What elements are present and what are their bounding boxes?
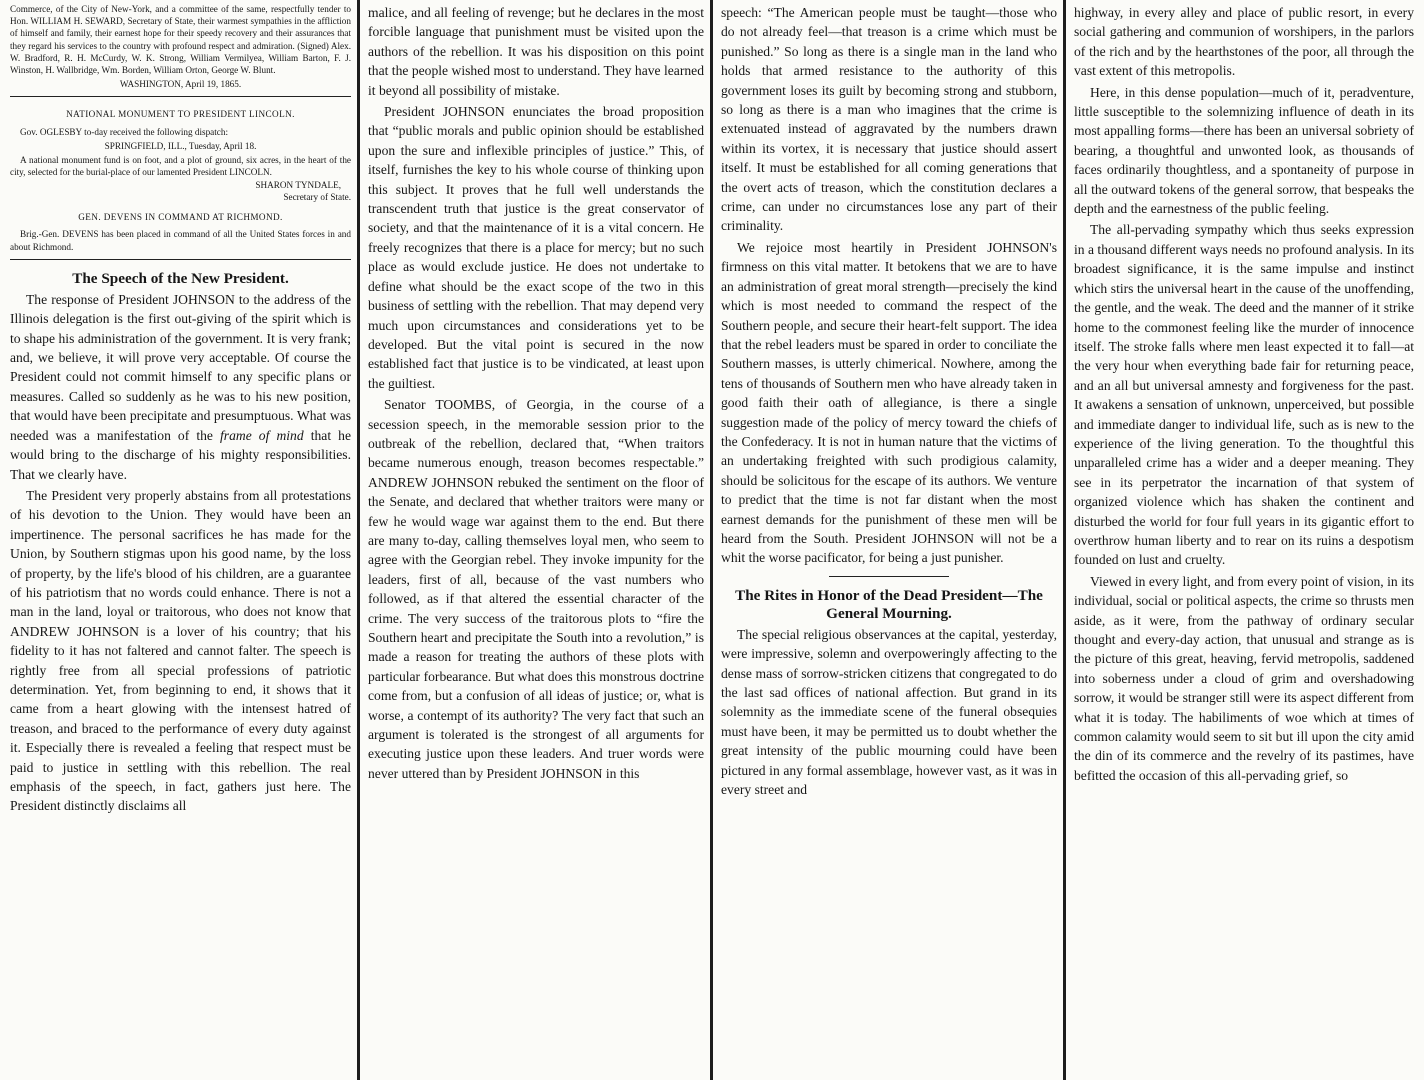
column-rule [710, 0, 713, 1080]
paragraph: Senator TOOMBS, of Georgia, in the course of a secession speech, in the memorable session prior to the outbreak of the rebellion, declared that, “When traitors became numerous enough, treason becomes respectable.” ANDREW JOHNSON rebuked the sentiment on the floor of the Senate, and declared that whether traitors were many or few he would wage war against them to the end. But there are many to-day, calling themselves loyal men, who seem to agree with the Georgian rebel. They invoke impunity for the leaders, first of all, because of the vast numbers who followed, as if that altered the essential character of the crime. The very success of the traitorous plots to “fire the Southern heart and precipitate the South into a revolution,” is made a reason for treating the authors of these plots with particular forbearance. But what does this monstrous doctrine come from, but a confusion of all ideas of justice; or, what is worse, a contempt of its authority? The very fact that such an argument is tolerated is the strongest of all arguments for executing justice upon these leaders. And truer words were never uttered than by President JOHNSON in this [368, 397, 704, 781]
paragraph: The all-pervading sympathy which thus seeks expression in a thousand different ways needs no profound analysis. In its broadest significance, it is the same impulse and instinct which stirs the universal heart in the cause of the unoffending, the gentle, and the weak. The deed and the manner of it strike home to the commonest feeling like the murder of innocence itself. The stroke falls where men least expected it to fall—at the very hour when everything bade fair for returning peace, and an all but universal amnesty and forgiveness for the past. It awakens a sensation of unknown, unperceived, but possible and immediate danger to individual life, such as is new to the experience of the living generation. To the thoughtful this unparalleled crime has a wider and a deeper meaning. They see in its perpetrator the incarnation of that system of organized violence which has shaken the continent and disturbed the world for four full years in its gigantic effort to overthrow human liberty and to rear on its ruins a despotism founded on lust and cruelty. [1074, 222, 1414, 568]
devens-item [10, 228, 351, 252]
column-1 [4, 0, 357, 1080]
paragraph: speech: “The American people must be taught—those who do not already feel—that treason is a crime which must be punished.” So long as there is a single man in the land who holds that armed resistance to the authority of this government loses its guilt by becoming strong and stubborn, so long as there is a man who imagines that the crime is extenuated instead of aggravated by the numbers drawn within its vortex, it is necessary that justice should assert itself. It must be established for all coming generations that the overt acts of treason, which the constitution declares a crime, can under no circumstances lose any part of their criminality. [721, 5, 1057, 234]
monument-heading: NATIONAL MONUMENT TO PRESIDENT LINCOLN. [66, 109, 295, 120]
devens-heading: GEN. DEVENS IN COMMAND AT RICHMOND. [78, 212, 283, 223]
emphasis-text: frame of mind [220, 427, 304, 443]
paragraph: The President very properly abstains from all protestations of his devotion to the Union. They would have been an impertinence. The personal sacrifices he has made for the Union, by Southern stigmas upon his good name, by the loss of property, by the life's blood of his children, are a guarantee of his patriotism that no words could enhance. There is not a man in the land, loyal or traitorous, who does not know that ANDREW JOHNSON is a lover of his country; that his fidelity to it has not faltered and cannot falter. The speech is rightly free from all special professions of patriotic determination. Yet, from beginning to end, it shows that it came from a heart glowing with the intensest hatred of treason, and braced to the performance of every duty against it. Especially there is revealed a feeling that respect must be paid to justice in settling with this rebellion. The real emphasis of the speech, in fact, gathers just here. The President distinctly disclaims all [10, 487, 351, 814]
column-3 [715, 0, 1063, 1080]
column-rule [1063, 0, 1066, 1080]
paragraph: Here, in this dense population—much of it, peradventure, little susceptible to the solemnizing influence of death in its most appalling forms—there has been an universal sobriety of bearing, a thoughtful and unwonted look, as thousands of faces ordinarily thoughtless, and a spontaneity of purpose in all the outward tokens of the general sorrow, that bespeaks the depth and the earnestness of the public feeling. [1074, 84, 1414, 217]
washington-dateline: WASHINGTON, April 19, 1865. [119, 79, 242, 90]
signature-title: Secretary of State. [283, 191, 351, 202]
paragraph-text: that he would bring to the discharge of his mighty responsibilities. That we clearly have. [10, 427, 352, 482]
paragraph: malice, and all feeling of revenge; but he declares in the most forcible language that punishment must be visited upon the authors of the rebellion. It was his disposition on this point that the people wished most to understand. They have learned it beyond all possibility of mistake. [368, 5, 704, 98]
article-headline-speech: The Speech of the New President. [72, 269, 289, 287]
springfield-dateline: SPRINGFIELD, ILL., Tuesday, April 18. [104, 141, 257, 152]
paragraph: highway, in every alley and place of public resort, in every social gathering and communion of worshipers, in the parlors of the rich and by the hearthstones of the poor, all through the vast extent of this metropolis. [1074, 5, 1414, 79]
article-headline-rites: The Rites in Honor of the Dead President—The General Mourning. [735, 586, 1043, 622]
divider [10, 96, 351, 97]
divider [829, 576, 949, 577]
paragraph: We rejoice most heartily in President JOHNSON's firmness on this vital matter. It betokens that we are to have an administration of great moral strength—precisely the kind which is most needed to command the respect of the Southern people, and secure their heart-felt support. The idea that the rebel leaders must be spared in order to conciliate the Southern masses, is utterly chimerical. Nowhere, among the tens of thousands of Southern men who have already taken in good faith their oath of allegiance, is there a single suggestion made of the policy of mercy toward the chiefs of the Confederacy. It is not in human nature that the victims of an undertaking freighted with such prodigious calamity, should be solicitous for the escape of its authors. We venture to predict that the time is not far distant when the most earnest demands for the punishment of these men will be heard from the South. President JOHNSON will not be a whit the worse pacificator, for being a just punisher. [721, 239, 1057, 566]
paragraph: The special religious observances at the capital, yesterday, were impressive, solemn and overpoweringly affecting to the dense mass of sorrow-stricken citizens that congregated to do the last sad offices of national affection. But grand in its solemnity as the immediate scene of the funeral obsequies must have been, it may be permitted us to doubt whether the great intensity of the public mourning could have been pictured in any formal assemblage, however vast, as it was in every street and [721, 626, 1057, 798]
monument-item [10, 126, 351, 203]
monument-lead: Gov. OGLESBY to-day received the following dispatch: [20, 126, 229, 137]
monument-dispatch: A national monument fund is on foot, and a plot of ground, six acres, in the heart of the city, selected for the burial-place of our lamented President LINCOLN. [10, 155, 351, 178]
paragraph: President JOHNSON enunciates the broad proposition that “public morals and public opinion should be established upon the sure and inflexible principles of justice.” This, of itself, furnishes the key to his whole course of thinking upon this subject. It proves that he full well understands the transcendent truth that justice is the great conservator of society, and that the maintenance of it is a vital concern. He freely recognizes that there is a place for mercy; but no such place as would exclude justice. He does not undertake to define what should be the exact scope of the two in this business of settling with the rebellion. That may depend very much upon circumstances and considerations yet to be developed. But the vital point is secured in the now established fact that justice is to be vindicated, at least upon the guiltiest. [368, 104, 704, 391]
devens-text: Brig.-Gen. DEVENS has been placed in command of all the United States forces in and about Richmond. [10, 229, 351, 252]
column-4 [1068, 0, 1420, 1080]
column-rule [357, 0, 360, 1080]
committee-notice-text: Commerce, of the City of New-York, and a committee of the same, respectfully tender to Hon. WILLIAM H. SEWARD, Secretary of State, their warmest sympathies in the affliction of himself and family, their earnest hope for their speedy recovery and their assurances that they regard his services to the country with profound respect and admiration. (Signed) Alex. W. Bradford, R. H. McCurdy, W. K. Strong, William Vermilyea, William Barton, F. J. Winston, H. Wallbridge, Wm. Borden, William Orton, George W. Blunt. [10, 4, 351, 76]
paragraph: Viewed in every light, and from every point of vision, in its individual, social or political aspects, the crime so thrusts men aside, as it were, from the pathway of ordinary secular thought and every-day action, that unusual and strange as is the picture of this great, heaving, fervid metropolis, saddened into soberness under a cloud of grim and overshadowing sorrow, it would be stranger still were its aspect different from what it is today. The habiliments of woe which at times of common calamity would seem to sit but ill upon the city amid the din of its commerce and the revelry of its pastimes, have befitted the occasion of this all-pervading grief, so [1074, 573, 1414, 783]
paragraph-text: The response of President JOHNSON to the address of the Illinois delegation is the first out-giving of the spirit which is to shape his administration of the government. It is very frank; and, we believe, it will prove very acceptable. Of course the President could not commit himself to any specific plans or measures. Called so suddenly as he was to his new position, that would have been precipitate and presumptuous. What was needed was a manifestation of the [10, 291, 351, 443]
column-2 [362, 0, 710, 1080]
signature-name: SHARON TYNDALE, [255, 179, 341, 190]
divider [10, 259, 351, 260]
paragraph [10, 290, 351, 484]
committee-notice [10, 3, 351, 90]
